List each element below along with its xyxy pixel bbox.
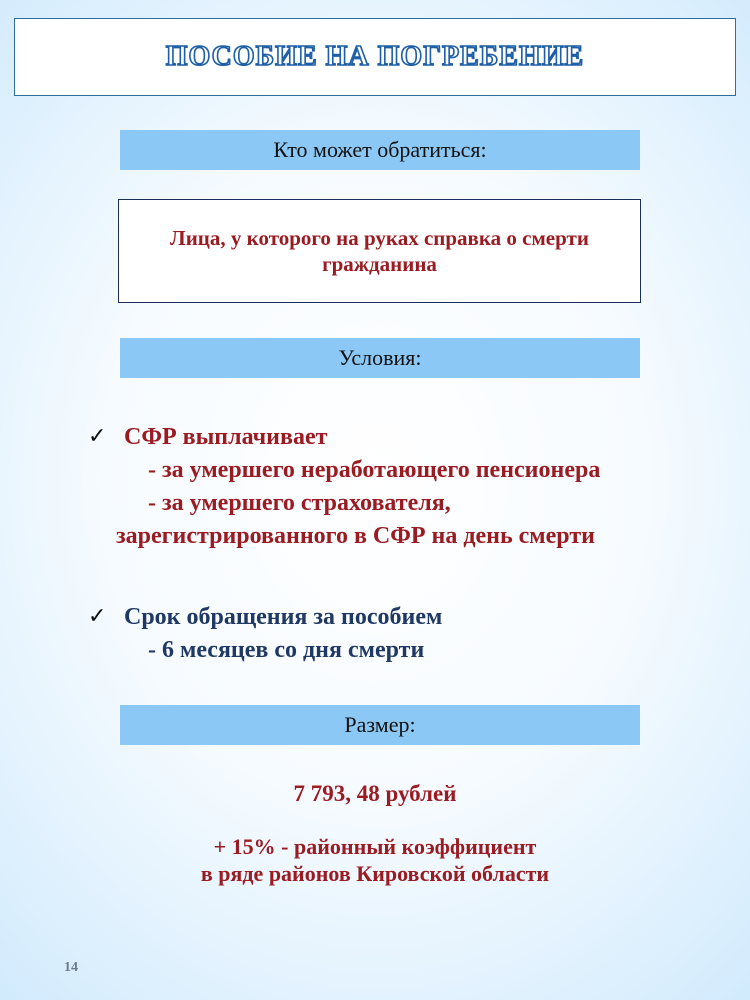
regional-coefficient <box>0 834 750 888</box>
condition-line: - за умершего страхователя, <box>148 490 451 516</box>
condition-line: - за умершего неработающего пенсионера <box>148 457 601 483</box>
size-header: Размер: <box>120 705 640 745</box>
condition-line: - 6 месяцев со дня смерти <box>148 637 425 663</box>
page-number: 14 <box>64 960 78 975</box>
checkmark-icon: ✓ <box>88 604 107 629</box>
title-box <box>14 18 736 96</box>
regional-coefficient-line1: + 15% - районный коэффициент <box>213 834 537 859</box>
conditions-header: Условия: <box>120 338 640 378</box>
benefit-amount: 7 793, 48 рублей <box>293 781 457 806</box>
condition-heading: СФР выплачивает <box>124 424 328 450</box>
regional-coefficient-line2: в ряде районов Кировской области <box>200 860 550 886</box>
checkmark-icon: ✓ <box>88 424 107 449</box>
who-can-apply-box <box>118 199 641 303</box>
who-text-line1: Лица, у которого на руках справка о смерти <box>170 225 589 250</box>
who-can-apply-header: Кто может обратиться: <box>120 130 640 170</box>
who-text-line2: гражданина <box>322 252 437 276</box>
condition-line: зарегистрированного в СФР на день смерти <box>116 523 595 549</box>
condition-heading: Срок обращения за пособием <box>124 604 443 630</box>
page-title: ПОСОБИЕ НА ПОГРЕБЕНИЕ <box>165 41 585 72</box>
